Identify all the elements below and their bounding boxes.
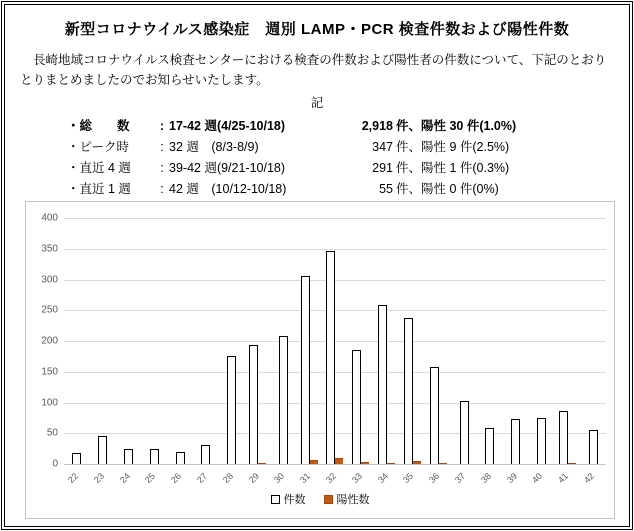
summary-sep: :: [160, 140, 164, 154]
legend-label: 陽性数: [336, 494, 370, 506]
summary-sep: :: [160, 182, 164, 196]
legend-entry-tests: [271, 491, 306, 507]
y-tick-label-350: 350: [41, 243, 58, 255]
bar-group-week-42: [580, 218, 606, 464]
summary-label: ・総 数: [67, 119, 130, 133]
bar-tests-week-39: [511, 419, 520, 465]
summary-detail: 件、陽性 30 件(1.0%): [396, 119, 517, 133]
summary-detail: 件、陽性 1 件(0.3%): [396, 161, 510, 175]
x-tick-label-27: 27: [194, 470, 210, 486]
page-outer-border: [1, 1, 633, 530]
y-tick-label-250: 250: [41, 304, 58, 316]
bar-tests-week-27: [201, 445, 210, 464]
bar-group-week-37: [451, 218, 477, 464]
bar-group-week-36: [425, 218, 451, 464]
chart-legend: [26, 491, 614, 507]
summary-count: 347: [372, 140, 393, 154]
summary-label: ・ピーク時: [67, 140, 130, 154]
bar-group-week-26: [167, 218, 193, 464]
x-tick-label-23: 23: [91, 470, 106, 486]
summary-count: 55: [379, 182, 393, 196]
bar-group-week-28: [219, 218, 245, 464]
y-tick-label-0: 0: [52, 458, 58, 470]
bar-tests-week-24: [124, 449, 133, 464]
bar-group-week-32: [322, 218, 348, 464]
summary-count: 291: [372, 161, 393, 175]
ki-heading: 記: [310, 96, 324, 110]
x-tick-label-34: 34: [375, 470, 390, 486]
bar-group-week-39: [503, 218, 529, 464]
x-tick-label-36: 36: [427, 470, 442, 486]
y-tick-label-300: 300: [41, 274, 58, 285]
x-tick-label-29: 29: [246, 470, 261, 486]
bar-tests-week-31: [301, 276, 310, 464]
x-tick-label-30: 30: [272, 470, 287, 486]
x-tick-label-26: 26: [169, 470, 184, 486]
x-tick-label-35: 35: [401, 470, 416, 486]
bar-group-week-30: [270, 218, 296, 464]
y-tick-label-100: 100: [41, 397, 58, 408]
positives-legend-swatch-icon: [324, 495, 333, 504]
summary-row-1: [67, 137, 629, 158]
x-tick-label-40: 40: [530, 470, 545, 486]
x-tick-label-25: 25: [143, 470, 158, 486]
bar-group-week-33: [348, 218, 374, 464]
bar-group-week-31: [296, 218, 322, 464]
bar-positives-week-32: [335, 458, 343, 464]
x-tick-label-37: 37: [452, 470, 468, 486]
bar-group-week-25: [141, 218, 167, 464]
bar-group-week-34: [374, 218, 400, 464]
bar-group-week-41: [554, 218, 580, 464]
x-tick-label-32: 32: [323, 470, 339, 486]
bar-tests-week-41: [559, 411, 568, 465]
bar-tests-week-37: [460, 401, 469, 464]
x-axis-line: [64, 464, 606, 465]
y-tick-label-150: 150: [41, 366, 58, 378]
bar-tests-week-34: [378, 305, 387, 464]
bar-tests-week-25: [150, 449, 159, 464]
y-tick-label-50: 50: [46, 427, 58, 439]
bar-group-week-35: [400, 218, 426, 464]
legend-label: 件数: [283, 494, 306, 506]
document-page: [4, 4, 630, 527]
summary-range: 17-42 週(4/25-10/18): [169, 119, 286, 133]
x-tick-label-39: 39: [504, 470, 519, 486]
summary-range: 32 週 (8/3-8/9): [169, 140, 259, 154]
bar-tests-week-40: [537, 418, 546, 464]
x-tick-label-28: 28: [220, 470, 235, 486]
bar-tests-week-35: [404, 318, 413, 464]
x-tick-label-22: 22: [65, 470, 80, 486]
intro-paragraph: 長崎地域コロナウイルス検査センターにおける検査の件数および陽性者の件数について、下記のとおりとりまとめましたのでお知らせいたします。: [20, 53, 607, 87]
x-tick-label-42: 42: [582, 470, 597, 486]
bar-group-week-29: [245, 218, 271, 464]
summary-sep: :: [159, 119, 165, 133]
y-tick-label-400: 400: [41, 212, 58, 224]
summary-list: [67, 116, 629, 200]
x-tick-label-33: 33: [349, 470, 364, 486]
bar-group-week-22: [64, 218, 90, 464]
bar-group-week-38: [477, 218, 503, 464]
bar-tests-week-42: [589, 430, 598, 464]
summary-range: 42 週 (10/12-10/18): [169, 182, 287, 196]
summary-detail: 件、陽性 9 件(2.5%): [396, 140, 510, 154]
summary-label: ・直近 4 週: [67, 161, 131, 175]
bar-group-week-40: [529, 218, 555, 464]
legend-entry-positives: [324, 491, 370, 507]
summary-range: 39-42 週(9/21-10/18): [169, 161, 286, 175]
bar-tests-week-32: [326, 251, 335, 464]
bar-tests-week-23: [98, 436, 107, 464]
bar-tests-week-26: [176, 452, 185, 464]
bar-group-week-23: [90, 218, 116, 464]
summary-row-2: [67, 158, 629, 179]
bar-tests-week-29: [249, 345, 258, 464]
chart: [25, 201, 615, 519]
summary-row-0: [67, 116, 629, 137]
bar-tests-week-30: [279, 336, 288, 464]
bar-tests-week-38: [485, 428, 494, 464]
bar-group-week-24: [116, 218, 142, 464]
x-tick-label-31: 31: [298, 470, 313, 486]
x-tick-label-38: 38: [478, 470, 493, 486]
summary-row-3: [67, 179, 629, 200]
plot-area: [64, 218, 606, 464]
bar-tests-week-22: [72, 453, 81, 464]
x-tick-label-41: 41: [556, 470, 571, 486]
bar-tests-week-36: [430, 367, 439, 464]
bar-tests-week-33: [352, 350, 361, 464]
summary-label: ・直近 1 週: [67, 182, 131, 196]
tests-legend-swatch-icon: [271, 495, 280, 504]
page-title: 新型コロナウイルス感染症 週別 LAMP・PCR 検査件数および陽性件数: [64, 21, 570, 38]
x-tick-label-24: 24: [117, 470, 132, 486]
bar-group-week-27: [193, 218, 219, 464]
summary-detail: 件、陽性 0 件(0%): [396, 182, 499, 196]
y-tick-label-200: 200: [41, 335, 58, 347]
summary-count: 2,918: [361, 119, 393, 133]
bar-tests-week-28: [227, 356, 236, 464]
summary-sep: :: [160, 161, 164, 175]
